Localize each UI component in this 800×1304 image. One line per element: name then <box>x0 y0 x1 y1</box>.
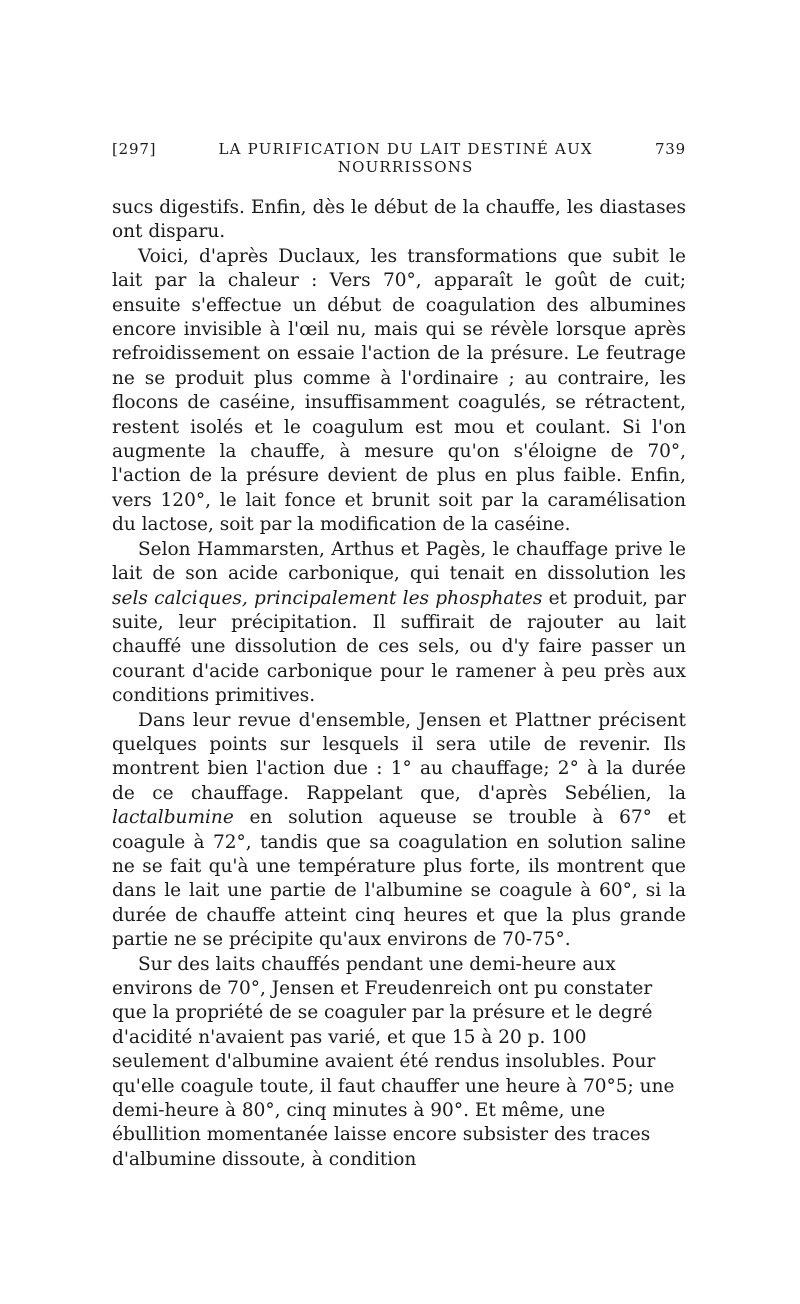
paragraph-4 <box>112 709 686 953</box>
running-header <box>112 140 686 176</box>
paragraph-3 <box>112 538 686 709</box>
book-page <box>112 140 686 1172</box>
paragraph-1: sucs digestifs. Enfin, dès le début de la chauffe, les diastases ont disparu. <box>112 197 686 243</box>
paragraph-4-italic: lactalbumine <box>112 807 234 829</box>
running-title: LA PURIFICATION DU LAIT DESTINÉ AUX NOURRISSONS <box>218 140 593 176</box>
paragraph-4-text-a: Dans leur revue d'ensemble, Jensen et Plattner précisent quelques points sur lesquels il sera utile de revenir. Ils montrent bien l'action due : 1° au chauffage; 2° à la durée de ce chauffage. Rappelant que, d'après Sebélien, la <box>112 709 686 804</box>
paragraph-5: Sur des laits chauffés pendant une demi-heure aux environs de 70°, Jensen et Freudenreich ont pu constater que la propriété de se coaguler par la présure et le degré d'acidité n'avaient pas varié, et que 15 à 20 p. 100 seulement d'albumine avaient été rendus insolubles. Pour qu'elle coagule toute, il faut chauffer une heure à 70°5; une demi-heure à 80°, cinq minutes à 90°. Et même, une ébullition momentanée laisse encore subsister des traces d'albumine dissoute, à condition <box>112 953 675 1170</box>
page-number: 739 <box>654 140 686 158</box>
paragraph-3-text-b: et produit, par suite, leur précipitation. Il suffirait de rajouter au lait chauffé une dissolution de ces sels, ou d'y faire passer un courant d'acide carbonique pour le ramener à peu près aux conditions primitives. <box>112 587 686 707</box>
paragraph-3-text-a: Selon Hammarsten, Arthus et Pagès, le chauffage prive le lait de son acide carbonique, qui tenait en dissolution les <box>112 538 686 585</box>
paragraph-2: Voici, d'après Duclaux, les transformations que subit le lait par la chaleur : Vers 70°, apparaît le goût de cuit; ensuite s'effectue un début de coagulation des albumines encore invisible à l'œil nu, mais qui se révèle lorsque après refroidissement on essaie l'action de la présure. Le feutrage ne se produit plus comme à l'ordinaire ; au contraire, les flocons de caséine, insuffisamment coagulés, se rétractent, restent isolés et le coagulum est mou et coulant. Si l'on augmente la chauffe, à mesure qu'on s'éloigne de 70°, l'action de la présure devient de plus en plus faible. Enfin, vers 120°, le lait fonce et brunit soit par la caramélisation du lactose, soit par la modification de la caséine. <box>112 245 686 536</box>
section-reference: [297] <box>112 140 157 158</box>
body-text <box>112 196 686 1172</box>
paragraph-4-text-b: en solution aqueuse se trouble à 67° et coagule à 72°, tandis que sa coagulation en solution saline ne se fait qu'à une température plus forte, ils montrent que dans le lait une partie de l'albumine se coagule à 60°, si la durée de chauffe atteint cinq heures et que la plus grande partie ne se précipite qu'aux environs de 70-75°. <box>112 807 686 951</box>
paragraph-3-italic: sels calciques, principalement les phosphates <box>112 587 543 609</box>
